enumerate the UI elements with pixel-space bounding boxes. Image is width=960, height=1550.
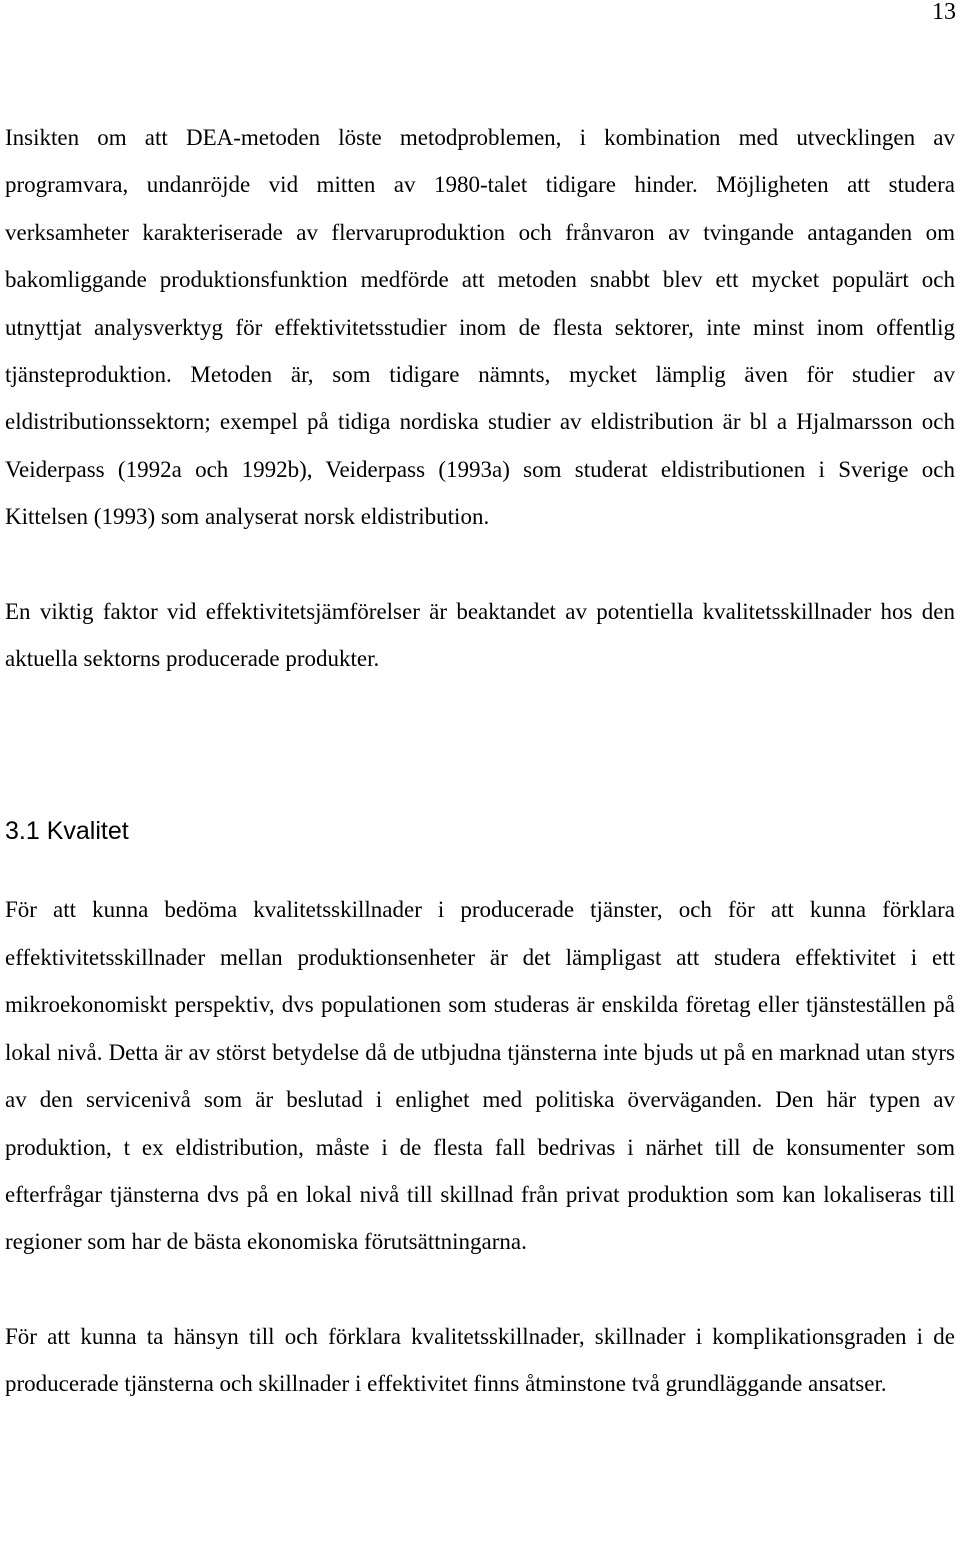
paragraph-quality-differences: En viktig faktor vid effektivitetsjämförelser är beaktandet av potentiella kvalitetsskillnader hos den aktuella sektorns producerade produkter. (5, 598, 955, 672)
section-heading-kvalitet: 3.1 Kvalitet (5, 817, 129, 846)
page-number: 13 (932, 0, 956, 25)
paragraph-assess-quality: För att kunna bedöma kvalitetsskillnader i producerade tjänster, och för att kunna förklara effektivitetsskillnader mellan produktionsenheter är det lämpligast att studera effektivitet i ett mikroekonomiskt perspektiv, dvs populationen som studeras är enskilda företag eller tjänsteställen på lokal nivå. Detta är av störst betydelse då de utbjudna tjänsterna inte bjuds ut på en marknad utan styrs av den servicenivå som är beslutad i enlighet med politiska överväganden. Den här typen av produktion, t ex eldistribution, måste i de flesta fall bedrivas i närhet till de konsumenter som efterfrågar tjänsterna dvs på en lokal nivå till skillnad från privat produktion som kan lokaliseras till regioner som har de bästa ekonomiska förutsättningarna. (5, 897, 955, 1255)
paragraph-approaches: För att kunna ta hänsyn till och förklara kvalitetsskillnader, skillnader i komplikationsgraden i de producerade tjänsterna och skillnader i effektivitet finns åtminstone två grundläggande ansatser. (5, 1323, 955, 1397)
paragraph-dea-insight: Insikten om att DEA-metoden löste metodproblemen, i kombination med utvecklingen av programvara, undanröjde vid mitten av 1980-talet tidigare hinder. Möjligheten att studera verksamheter karakteriserade av flervaruproduktion och frånvaron av tvingande antaganden om bakomliggande produktionsfunktion medförde att metoden snabbt blev ett mycket populärt och utnyttjat analysverktyg för effektivitetsstudier inom de flesta sektorer, inte minst inom offentlig tjänsteproduktion. Metoden är, som tidigare nämnts, mycket lämplig även för studier av eldistributionssektorn; exempel på tidiga nordiska studier av eldistribution är bl a Hjalmarsson och Veiderpass (1992a och 1992b), Veiderpass (1993a) som studerat eldistributionen i Sverige och Kittelsen (1993) som analyserat norsk eldistribution. (5, 125, 955, 530)
page-body (5, 114, 955, 1408)
